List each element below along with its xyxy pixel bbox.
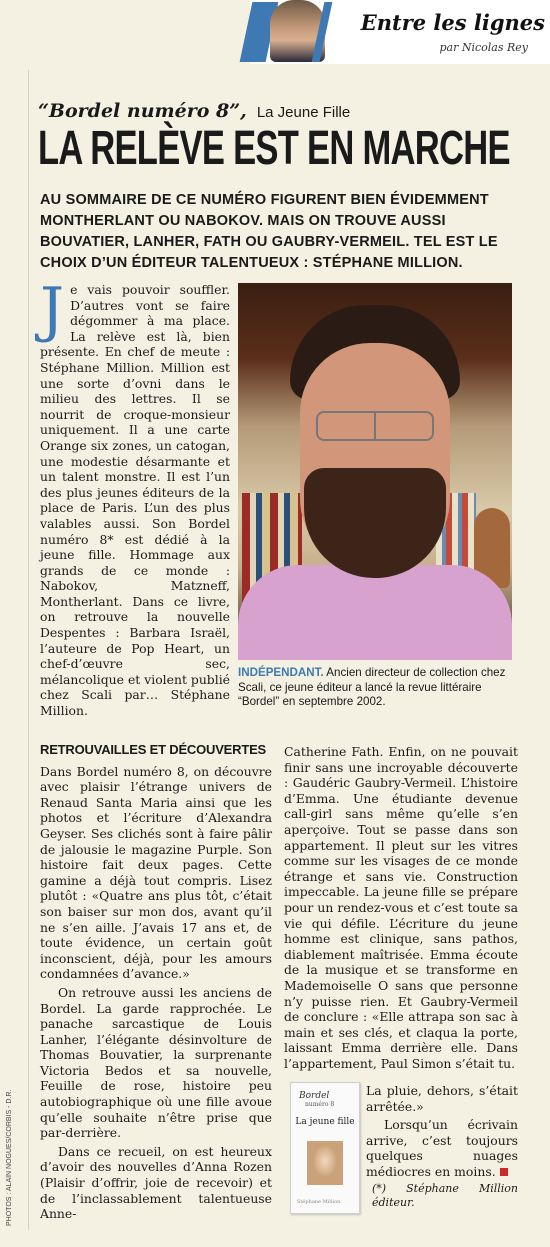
glasses: [316, 411, 434, 441]
book-cover-number: numéro 8: [305, 1101, 335, 1108]
pink-shirt: [238, 565, 512, 660]
book-subtitle: La Jeune Fille: [256, 104, 351, 121]
right-column-end: [366, 1083, 518, 1210]
paragraph-5-text: Lorsqu’un écrivain arrive, c’est toujours quelques nuages médiocres en moins.: [366, 1117, 518, 1179]
paragraph-1: Dans Bordel numéro 8, on découvre avec plaisir l’étrange univers de Renaud Santa Maria ainsi que les photos et l’écriture d’Alexandra Geyser. Ses clichés sont à faire pâlir de jalousie le magazine Purple. Son histoire fait deux pages. Cette gamine a déjà tout compris. Lisez plutôt : «Quatre ans plus tôt, c’était son baiser sur mon dos, avant qu’il ne s’en aille. J’avais 17 ans et, de toute évidence, un certain goût inconscient, déjà, pour les amours condamnées d’avance.»: [40, 763, 272, 982]
book-cover-title: La jeune fille: [295, 1117, 355, 1127]
end-mark-icon: [500, 1168, 508, 1176]
intro-column: [40, 275, 230, 719]
book-cover-portrait: [307, 1141, 343, 1185]
intro-text: e vais pouvoir souffler. D’autres vont se faire dégommer à ma place. La relève est là, bien présente. En chef de meute : Stéphane Million. Million est une sorte d’ovni dans le milieu des lettres. Il se nourrit de croque-monsieur uniquement. Il a une carte Orange six zones, un catogan, une modestie désarmante et un talent monstre. Il est l’un des plus jeunes éditeurs de la place de Paris. L’un des plus valables aussi. Son Bordel numéro 8* est dédié à la jeune fille. Hommage aux grands de ce monde : Nabokov, Matzneff, Montherlant. Dans ce livre, on retrouve la nouvelle Despentes : Barbara Israël, l’auteure de Pop Heart, un chef-d’œuvre sec, mélancolique et violent publié chez Scali par… Stéphane Million.: [40, 282, 230, 719]
column-title: Entre les lignes: [360, 10, 545, 35]
page-border-line: [28, 70, 29, 1230]
paragraph-3: Dans ce recueil, on est heureux d’avoir des nouvelles d’Anna Rozen (Plaisir d’offrir, joie de recevoir) et de l’inclassablement talentueuse Anne-: [40, 1143, 272, 1222]
caption-text: Ancien directeur de collection chez Scali, ce jeune éditeur a lancé la revue littéraire “Bordel” en septembre 2002.: [238, 666, 506, 708]
standfirst: AU SOMMAIRE DE CE NUMÉRO FIGURENT BIEN ÉVIDEMMENT MONTHERLANT OU NABOKOV. MAIS ON TROUVE AUSSI BOUVATIER, LANHER, FATH OU GAUBRY-VERMEIL. TEL EST LE CHOIX D’UN ÉDITEUR TALENTUEUX : STÉPHANE MILLION.: [40, 192, 498, 271]
drop-cap: J: [40, 275, 65, 345]
right-column: [284, 744, 518, 1071]
paragraph-2: On retrouve aussi les anciens de Bordel. La garde rapprochée. Le panache sarcastique de Louis Lanher, l’élégante désinvolture de Thomas Bouvatier, la surprenante Victoria Bedos et sa nouvelle, Feuille de rose, histoire peu autobiographique où une fille avoue qu’elle souhaite n’être prise que par-derrière.: [40, 984, 272, 1141]
article-kicker: [38, 100, 350, 122]
photo-caption: [238, 666, 518, 710]
beard: [304, 468, 446, 578]
column-author: par Nicolas Rey: [439, 41, 528, 54]
caption-lead: INDÉPENDANT.: [238, 666, 324, 679]
paragraph-4-end: La pluie, dehors, s’était arrêtée.»: [366, 1083, 518, 1114]
left-column: [40, 742, 272, 1222]
paragraph-4: Catherine Fath. Enfin, on ne pouvait finir sans une incroyable découverte : Gaudéric Gaubry-Vermeil. L’histoire d’Emma. Une étudiante devenue call-girl sans même qu’elle s’en aperçoive. Tout se passe dans son appartement. Il pleut sur les vitres comme sur les visages de ce monde étrange et sans vie. Construction impeccable. La jeune fille se prépare pour un rendez-vous et c’est toute sa vie qui défile. L’écriture du jeune homme est clinique, sans pathos, diablement maîtrisée. Emma écoute de la musique et se transforme en Mademoiselle O sans que personne n’y puisse rien. Et Gaubry-Vermeil de conclure : «Elle attrapa son sac à main et ses clés, et claqua la porte, laissant Emma derrière elle. Dans l’appartement, Paul Simon s’était tu.: [284, 744, 518, 1071]
book-title: “Bordel numéro 8”,: [38, 100, 247, 122]
headline: LA RELÈVE EST EN MARCHE: [38, 122, 510, 175]
subheading: RETROUVAILLES ET DÉCOUVERTES: [40, 742, 267, 757]
paragraph-5: [366, 1117, 518, 1179]
book-cover-author: Bordel: [299, 1091, 330, 1101]
book-cover-publisher: Stéphane Million: [297, 1199, 341, 1205]
photo-credit: PHOTOS : ALAIN NOGUES/CORBIS - D.R.: [6, 1089, 13, 1226]
footnote: (*) Stéphane Million éditeur.: [372, 1181, 518, 1209]
book-cover-image: [290, 1082, 360, 1214]
editor-photo: [238, 283, 512, 660]
